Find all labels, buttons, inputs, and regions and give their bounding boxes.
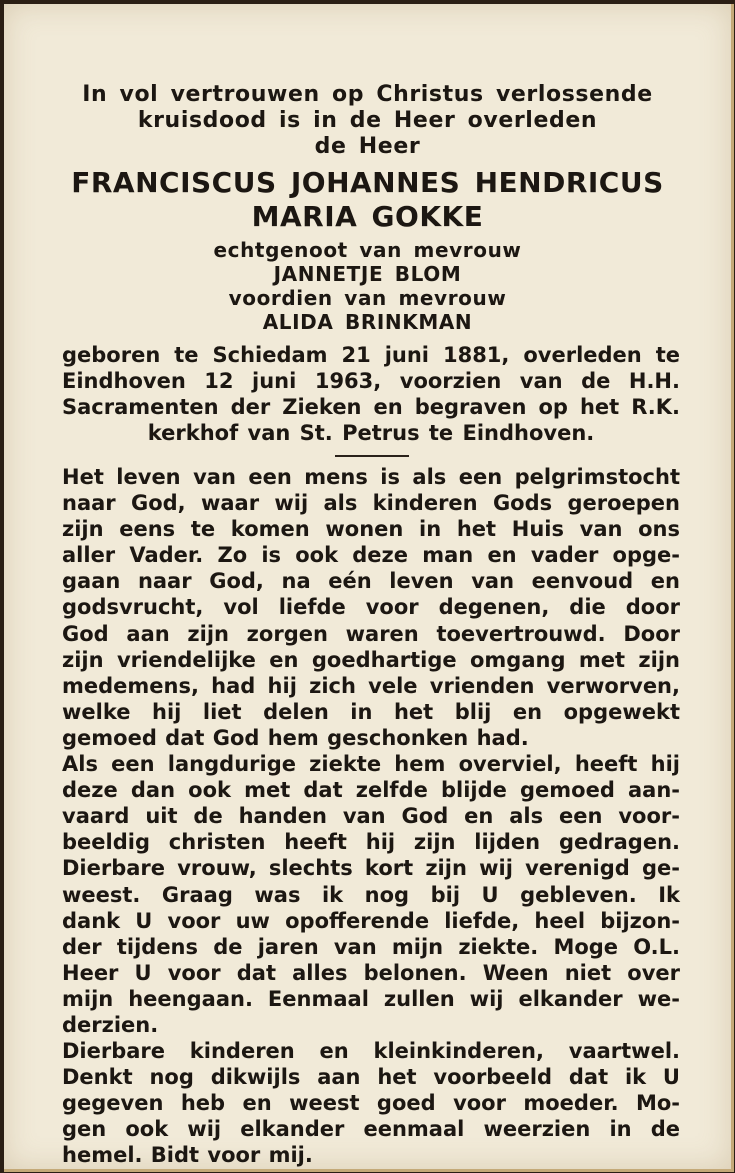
- text-line: gemoed dat God hem geschonken had.: [62, 725, 529, 750]
- text-line: gaan naar God, na eén leven van eenvoud en: [62, 569, 680, 594]
- text-line: weest. Graag was ik nog bij U gebleven. Ik: [62, 882, 680, 907]
- text-line: dank U voor uw opofferende liefde, heel bijzon-: [62, 908, 680, 933]
- text-line: beeldig christen heeft hij zijn lijden gedragen.: [62, 830, 680, 855]
- text-line: zijn vriendelijke en goedhartige omgang met zijn: [62, 647, 680, 672]
- text-line: der tijdens de jaren van mijn ziekte. Moge O.L.: [62, 934, 680, 959]
- details-line: kerkhof van St. Petrus te Eindhoven.: [147, 421, 595, 445]
- deceased-name: MARIA GOKKE: [251, 200, 484, 233]
- text-line: zijn eens te komen wonen in het Huis van ons: [62, 517, 680, 542]
- text-line: vaard uit de handen van God en als een voor-: [62, 804, 680, 829]
- spouse-name: ALIDA BRINKMAN: [262, 310, 473, 334]
- relation-line: echtgenoot van mevrouw: [213, 238, 522, 262]
- memorial-card: [4, 4, 734, 1172]
- details-line: Eindhoven 12 juni 1963, voorzien van de H.H.: [62, 369, 680, 393]
- text-line: Het leven van een mens is als een pelgrimstocht: [62, 465, 680, 489]
- birth-death-details: [62, 342, 680, 446]
- text-line: gen ook wij elkander eenmaal weerzien in de: [62, 1117, 680, 1142]
- text-line: gegeven heb en weest goed voor moeder. Mo-: [62, 1091, 680, 1116]
- text-line: welke hij liet delen in het blij en opgewekt: [62, 699, 680, 724]
- divider-line: [335, 455, 409, 457]
- spouse-name: JANNETJE BLOM: [273, 262, 462, 286]
- text-line: hemel. Bidt voor mij.: [62, 1143, 313, 1168]
- text-line: Als een langdurige ziekte hem overviel, heeft hij: [62, 752, 680, 777]
- text-line: deze dan ook met dat zelfde blijde gemoed aan-: [62, 778, 680, 803]
- text-line: Dierbare vrouw, slechts kort zijn wij verenigd ge-: [62, 856, 680, 881]
- intro-line: In vol vertrouwen op Christus verlossende: [82, 82, 653, 107]
- text-line: medemens, had hij zich vele vrienden verworven,: [62, 673, 680, 698]
- memorial-text: [62, 464, 680, 1169]
- text-line: godsvrucht, vol liefde voor degenen, die door: [62, 595, 680, 620]
- deceased-name: FRANCISCUS JOHANNES HENDRICUS: [71, 166, 664, 199]
- text-line: naar God, waar wij als kinderen Gods geroepen: [62, 491, 680, 516]
- text-line: Denkt nog dikwijls aan het voorbeeld dat ik U: [62, 1065, 680, 1090]
- card-header: [4, 82, 731, 334]
- text-line: God aan zijn zorgen waren toevertrouwd. Door: [62, 621, 680, 646]
- intro-line: kruisdood is in de Heer overleden: [137, 108, 598, 133]
- relation-line: voordien van mevrouw: [228, 286, 507, 310]
- text-line: Dierbare kinderen en kleinkinderen, vaartwel.: [62, 1039, 680, 1064]
- intro-line: de Heer: [314, 134, 421, 159]
- text-line: mijn heengaan. Eenmaal zullen wij elkander we-: [62, 986, 680, 1011]
- details-line: Sacramenten der Zieken en begraven op het R.K.: [62, 395, 680, 419]
- text-line: aller Vader. Zo is ook deze man en vader opge-: [62, 543, 680, 568]
- details-line: geboren te Schiedam 21 juni 1881, overleden te: [62, 343, 680, 367]
- text-line: Heer U voor dat alles belonen. Ween niet over: [62, 960, 680, 985]
- text-line: derzien.: [62, 1012, 159, 1037]
